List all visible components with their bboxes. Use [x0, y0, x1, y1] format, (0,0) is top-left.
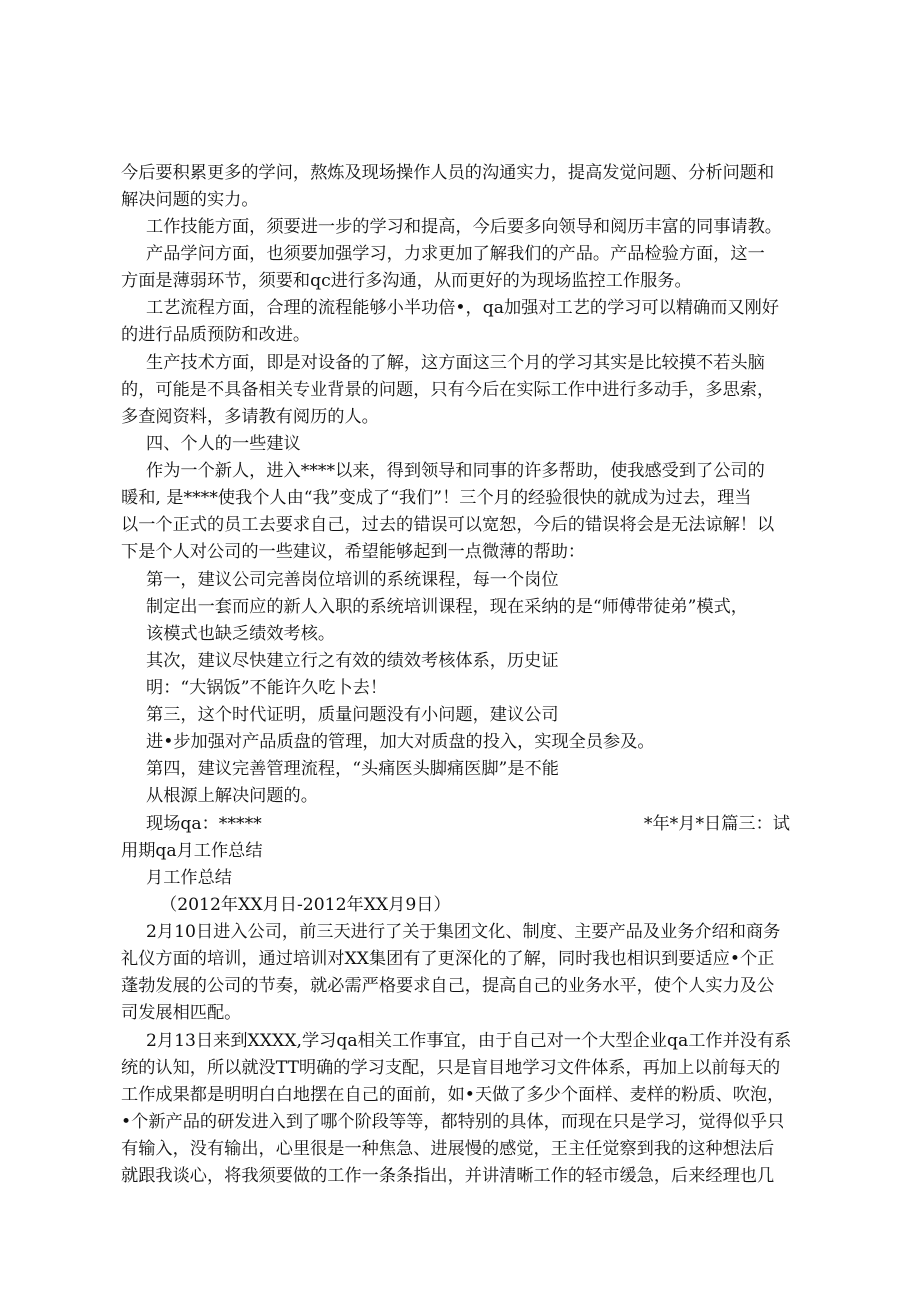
text-line: 下是个人对公司的一些建议，希望能够起到一点微薄的帮助： [121, 542, 586, 562]
text-line: 该模式也缺乏绩效考核。 [146, 624, 336, 644]
text-line: 生产技术方面，即是对设备的了解，这方面这三个月的学习其实是比较摸不若头脑 [146, 353, 765, 373]
text-line: 其次，建议尽快建立行之有效的绩效考核体系，历史证 [146, 651, 559, 671]
text-line: 方面是薄弱环节，须要和qc进行多沟通，从而更好的为现场监控工作服务。 [121, 271, 692, 291]
text-line: 进•步加强对产品质盘的管理，加大对质盘的投入，实现全员参及。 [146, 732, 655, 752]
text-line: 工作技能方面，须要进一步的学习和提高，今后要多向领导和阅历丰富的同事请教。 [146, 217, 782, 237]
text-line: 制定出一套而应的新人入职的系统培训课程，现在采纳的是“师傅带徒弟”模式， [146, 597, 748, 617]
text-line: 第三，这个时代证明，质量问题没有小问题，建议公司 [146, 705, 559, 725]
text-line: 第四，建议完善管理流程，“头痛医头脚痛医脚”是不能 [146, 759, 559, 779]
text-line: 工艺流程方面，合理的流程能够小半功倍•，qa加强对工艺的学习可以精确而又刚好 [146, 298, 779, 318]
text-line: 蓬勃发展的公司的节奏，就必需严格要求自己，提高自己的业务水平，使个人实力及公 [121, 976, 775, 996]
text-line: 就跟我谈心，将我须要做的工作一条条指出，并讲清晰工作的轻市缓急，后来经理也几 [121, 1166, 775, 1186]
text-line: 统的认知，所以就没TT明确的学习支配，只是盲目地学习文件体系，再加上以前每天的 [121, 1058, 781, 1078]
report-title: 月工作总结 [146, 868, 232, 888]
date-line: *年*月*日篇三：试 [643, 814, 790, 834]
text-line: 今后要积累更多的学问，熬炼及现场操作人员的沟通实力，提高发觉问题、分析问题和 [121, 163, 775, 183]
text-line: 以一个正式的员工去要求自己，过去的错误可以宽恕，今后的错误将会是无法谅解！以 [121, 515, 775, 535]
text-line: 礼仪方面的培训，通过培训对XX集团有了更深化的了解，同时我也相识到要适应•个正 [121, 949, 775, 969]
text-line: 2月10日进入公司，前三天进行了关于集团文化、制度、主要产品及业务介绍和商务 [146, 922, 781, 942]
text-line: 作为一个新人，进入****以来，得到领导和同事的许多帮助，使我感受到了公司的 [146, 461, 765, 481]
text-line: 司发展相匹配。 [121, 1003, 242, 1023]
text-line: 的进行品质预防和改进。 [121, 325, 311, 345]
text-line: 2月13日来到XXXX,学习qa相关工作事宜，由于自己对一个大型企业qa工作并没有系 [146, 1031, 792, 1051]
section-title: 用期qa月工作总结 [121, 841, 263, 861]
section-heading: 四、个人的一些建议 [146, 434, 301, 454]
report-period: （2012年XX月日-2012年XX月9日） [160, 895, 451, 915]
text-line: •个新产品的研发进入到了哪个阶段等等，都特别的具体，而现在只是学习，觉得似乎只 [121, 1112, 785, 1132]
text-line: 明：“大锅饭”不能许久吃卜去！ [146, 678, 388, 698]
signature-line: 现场qa：***** [146, 814, 262, 834]
text-line: 产品学问方面，也须要加强学习，力求更加了解我们的产品。产品检验方面，这一 [146, 244, 765, 264]
text-line: 有输入，没有输出，心里很是一种焦急、进展慢的感觉，王主任觉察到我的这种想法后 [121, 1139, 775, 1159]
text-line: 多查阅资料，多请教有阅历的人。 [121, 407, 379, 427]
text-line: 从根源上解决问题的。 [146, 786, 318, 806]
text-line: 解决问题的实力。 [121, 190, 259, 210]
text-line: 第一，建议公司完善岗位培训的系统课程，每一个岗位 [146, 570, 559, 590]
text-line: 暖和, 是****使我个人由“我”变成了“我们”！三个月的经验很快的就成为过去，理当 [121, 488, 752, 508]
text-line: 工作成果都是明明白白地摆在自己的面前，如•天做了多少个面样、麦样的粉质、吹泡， [121, 1085, 785, 1105]
text-line: 的，可能是不具备相关专业背景的问题，只有今后在实际工作中进行多动手，多思索， [121, 380, 775, 400]
